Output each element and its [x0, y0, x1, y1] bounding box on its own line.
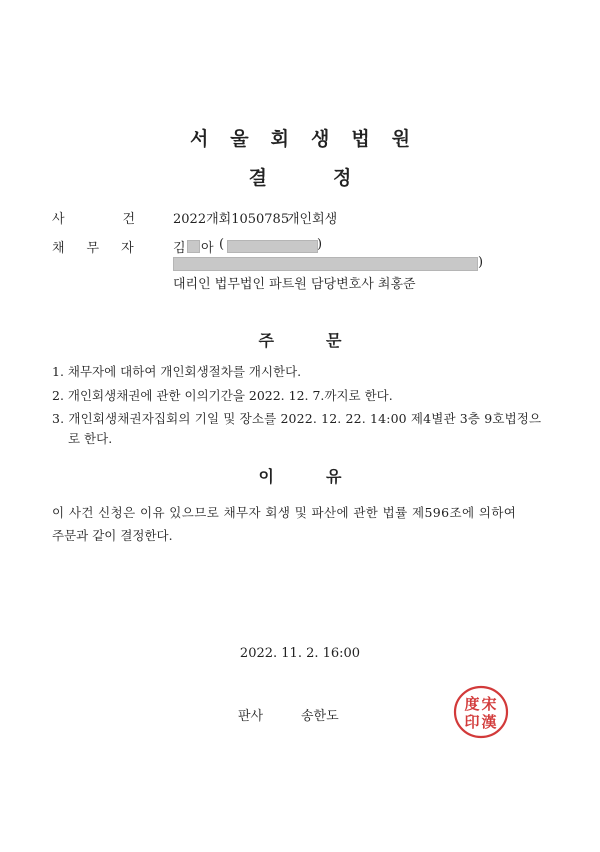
- svg-text:宋: 宋: [481, 695, 497, 713]
- reason-line-2: 주문과 같이 결정한다.: [52, 528, 173, 543]
- debtor-id-close-paren: ): [317, 237, 323, 252]
- debtor-name-redaction: [187, 240, 200, 253]
- svg-text:度: 度: [464, 695, 480, 713]
- debtor-name-last: 아: [201, 241, 214, 256]
- debtor-id-open-paren: (: [219, 237, 225, 252]
- debtor-address-close-paren: ): [478, 255, 484, 270]
- debtor-address-redaction: [173, 257, 478, 271]
- order-title: 주문: [258, 331, 394, 350]
- case-type: 개인회생: [287, 212, 338, 227]
- representative: 대리인 법무법인 파트원 담당변호사 최홍준: [173, 277, 416, 292]
- decision-date: 2022. 11. 2. 16:00: [239, 646, 361, 661]
- reason-line-1: 이 사건 신청은 이유 있으므로 채무자 회생 및 파산에 관한 법률 제596조에 의하여: [52, 505, 517, 520]
- order-item-3: 3. 개인회생채권자집회의 기일 및 장소를 2022. 12. 22. 14:00 제4별관 3층 9호법정으: [52, 411, 542, 426]
- debtor-label: 채무자: [52, 241, 156, 256]
- judge-title: 판사: [238, 709, 264, 724]
- order-item-1: 1. 채무자에 대하여 개인회생절차를 개시한다.: [52, 364, 302, 379]
- court-name: 서울회생법원: [189, 128, 433, 150]
- judge-name: 송한도: [301, 709, 339, 724]
- order-item-2: 2. 개인회생채권에 관한 이의기간을 2022. 12. 7.까지로 한다.: [52, 388, 393, 403]
- order-item-3-continuation: 로 한다.: [68, 431, 113, 446]
- case-label: 사건: [52, 212, 194, 227]
- case-number: 2022개회1050785: [173, 212, 290, 227]
- judge-seal: [452, 684, 510, 740]
- debtor-name-first: 김: [173, 241, 186, 256]
- document-kind: 결정: [248, 167, 418, 189]
- svg-text:漢: 漢: [481, 713, 497, 731]
- svg-text:印: 印: [464, 713, 480, 731]
- debtor-id-redaction: [227, 240, 318, 253]
- reason-title: 이유: [258, 467, 394, 486]
